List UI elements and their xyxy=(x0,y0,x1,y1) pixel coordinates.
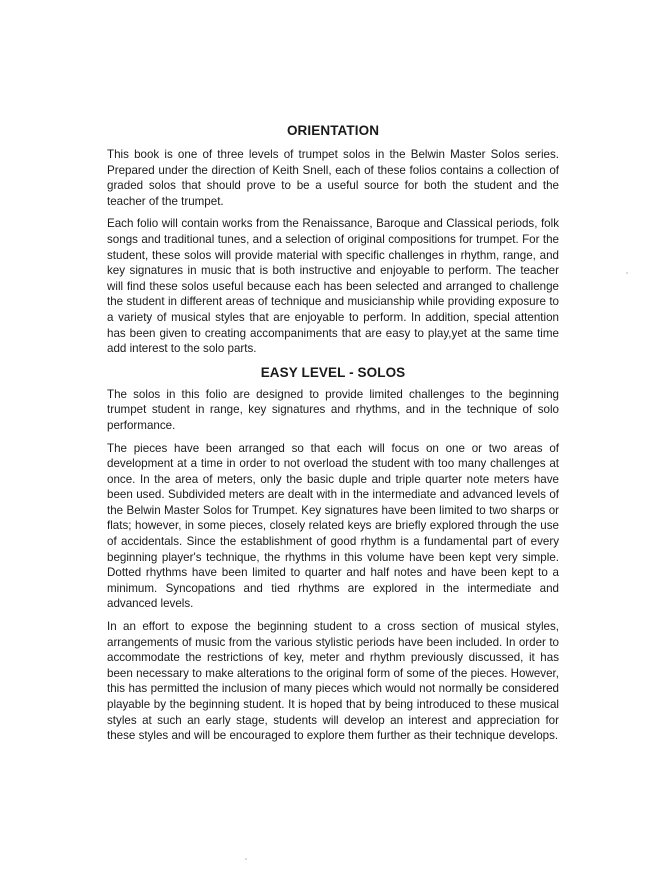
easy-level-paragraph-2: The pieces have been arranged so that each will focus on one or two areas of development at a time in order to not overload the student with too many challenges at once. In the area of meters, only the basic duple and triple quarter note meters have been used. Subdivided meters are dealt with in the intermediate and advanced levels of the Belwin Master Solos for Trumpet. Key signatures have been limited to two sharps or flats; however, in some pieces, closely related keys are briefly explored through the use of accidentals. Since the establishment of good rhythm is a fundamental part of every beginning player's technique, the rhythms in this volume have been kept very simple. Dotted rhythms have been limited to quarter and half notes and have been kept to a minimum. Syncopations and tied rhythms are explored in the intermediate and advanced levels. xyxy=(107,441,559,611)
scan-speck xyxy=(626,272,628,274)
easy-level-paragraph-1: The solos in this folio are designed to provide limited challenges to the beginning trumpet student in range, key signatures and rhythms, and in the technique of solo performance. xyxy=(107,387,559,432)
document-body xyxy=(107,122,559,751)
orientation-paragraph-2: Each folio will contain works from the Renaissance, Baroque and Classical periods, folk songs and traditional tunes, and a selection of original compositions for trumpet. For the student, these solos will provide material with specific challenges in rhythm, range, and key signatures in music that is both instructive and enjoyable to perform. The teacher will find these solos useful because each has been selected and arranged to challenge the student in different areas of technique and musicianship while providing exposure to a variety of musical styles that are enjoyable to perform. In addition, special attention has been given to creating accompaniments that are easy to play,yet at the same time add interest to the solo parts. xyxy=(107,217,559,356)
orientation-heading: ORIENTATION xyxy=(286,123,380,138)
easy-level-paragraph-3: In an effort to expose the beginning student to a cross section of musical styles, arrangements of music from the various stylistic periods have been included. In order to accommodate the restrictions of key, meter and rhythm previously discussed, it has been necessary to make alterations to the original form of some of the pieces. However, this has permitted the inclusion of many pieces which would not normally be considered playable by the beginning student. It is hoped that by being introduced to these musical styles at such an early stage, students will develop an interest and appreciation for these styles and will be encouraged to explore them further as their technique develops. xyxy=(107,620,559,743)
easy-level-heading: EASY LEVEL - SOLOS xyxy=(260,364,406,380)
orientation-paragraph-1: This book is one of three levels of trumpet solos in the Belwin Master Solos series. Prepared under the direction of Keith Snell, each of these folios contains a collection of graded solos that should prove to be a useful source for both the student and the teacher of the trumpet. xyxy=(107,148,559,208)
scan-speck xyxy=(245,858,247,860)
